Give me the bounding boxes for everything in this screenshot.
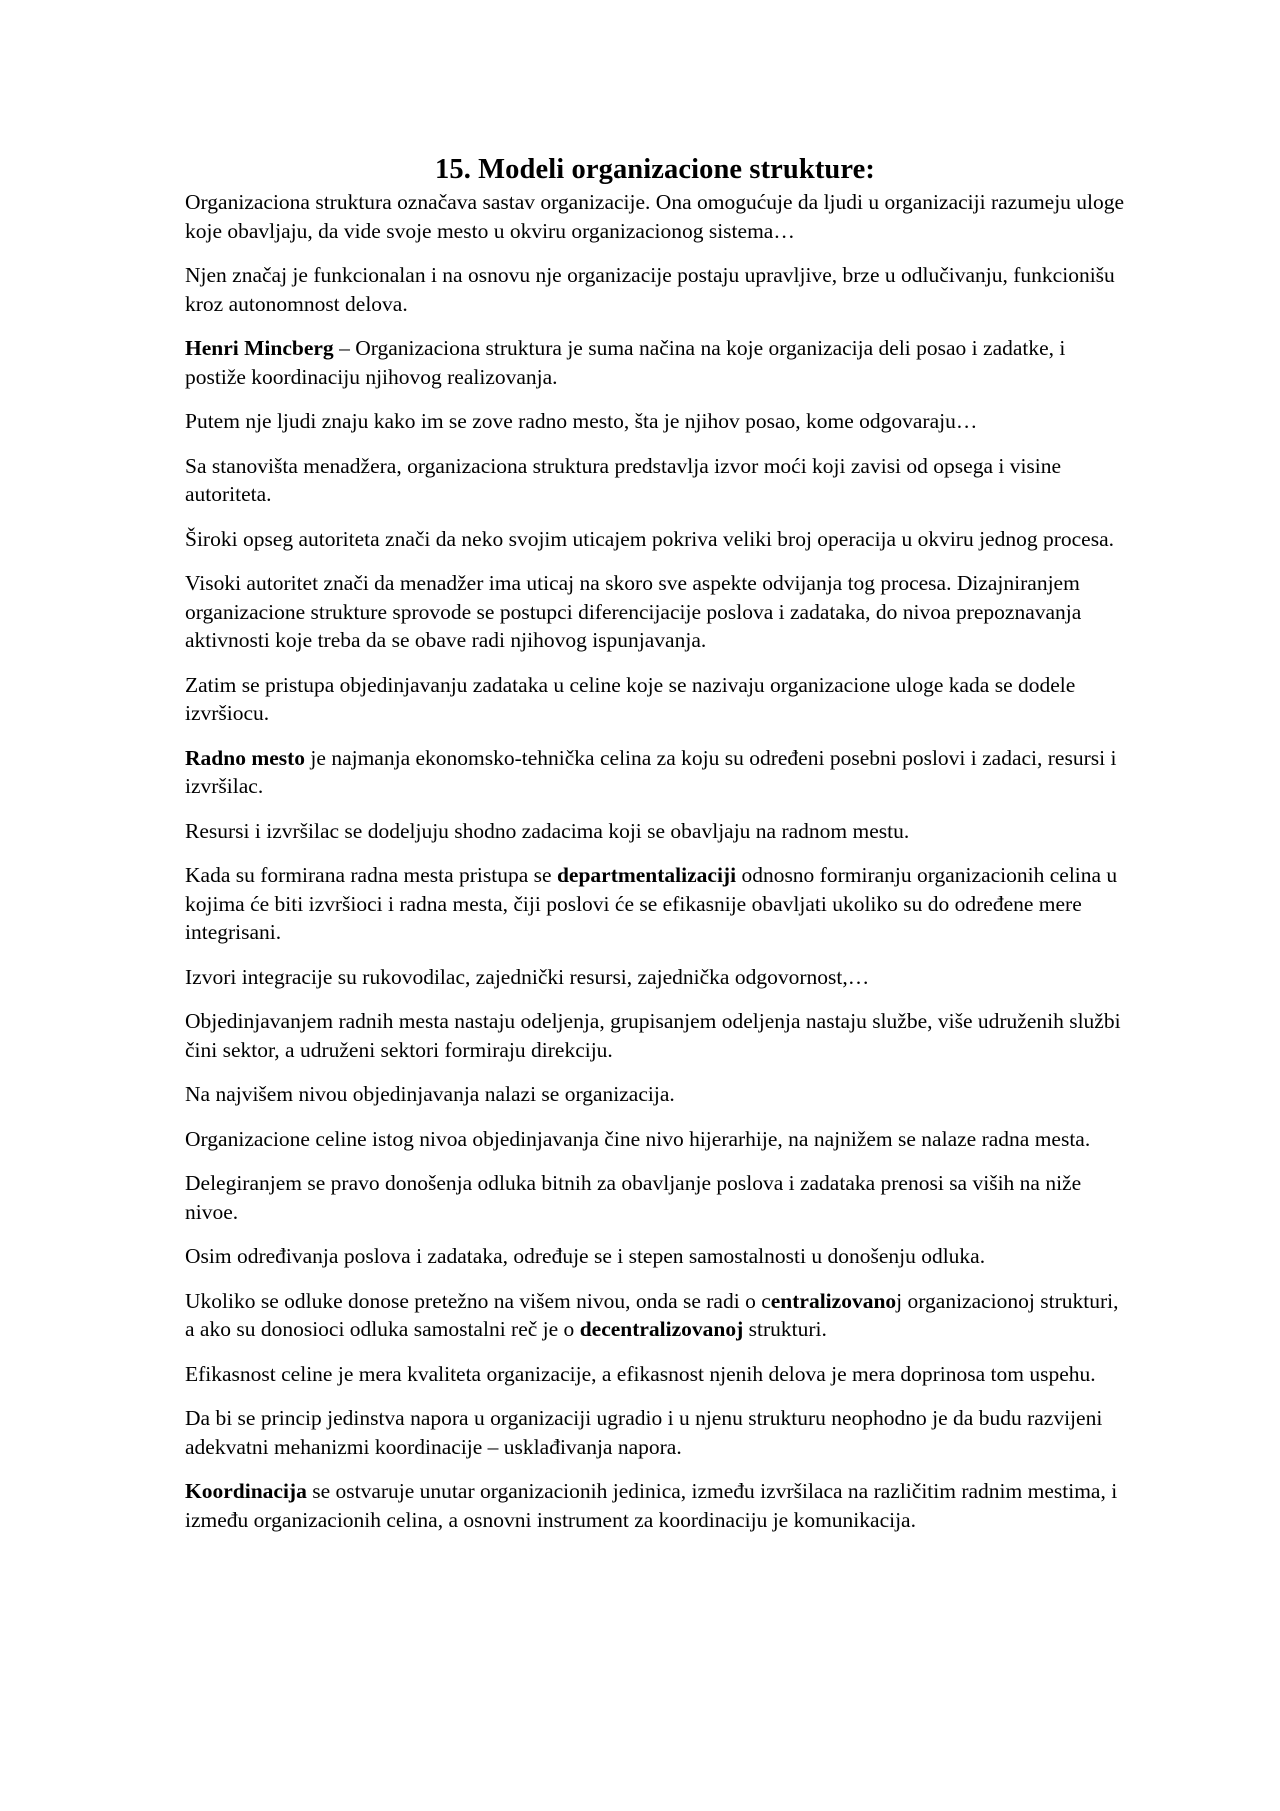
spacer: [185, 245, 1125, 261]
paragraph-unification: [185, 671, 1125, 728]
paragraph-mincberg: [185, 334, 1125, 391]
paragraph-people-know: [185, 407, 1125, 436]
paragraph-resources: [185, 817, 1125, 846]
bold-term: decentralizovanoj: [579, 1317, 744, 1341]
paragraph-text: Efikasnost celine je mera kvaliteta organizacije, a efikasnost njenih delova je mera doprinosa tom uspehu.: [185, 1361, 1096, 1386]
paragraph-text: Organizaciona struktura označava sastav organizacije. Ona omogućuje da ljudi u organizaciji razumeju uloge koje obavljaju, da vide svoje mesto u okviru organizacionog sistema…: [185, 190, 1125, 243]
paragraph-high-authority: [185, 569, 1125, 655]
bold-term: Radno mesto: [185, 745, 306, 770]
paragraph-departments: [185, 1007, 1125, 1064]
paragraph-text: j organizacionoj strukturi, a ako su donosioci odluka samostalni reč je o: [185, 1288, 1119, 1341]
paragraph-integration-sources: [185, 963, 1125, 992]
paragraph-text: Sa stanovišta menadžera, organizaciona struktura predstavlja izvor moći koji zavisi od opsega i visine autoriteta.: [185, 453, 1062, 506]
paragraph-significance: [185, 261, 1125, 318]
paragraph-text: odnosno formiranju organizacionih celina u kojima će biti izvršioci i radna mesta, čiji poslovi će se efikasnije obavljati ukoliko su do određene mere integrisani.: [185, 863, 1118, 944]
paragraph-text: Organizacione celine istog nivoa objedinjavanja čine nivo hijerarhije, na najnižem se nalaze radna mesta.: [185, 1126, 1091, 1151]
paragraph-text: Na najvišem nivou objedinjavanja nalazi se organizacija.: [185, 1082, 675, 1106]
paragraph-text: – Organizaciona struktura je suma načina na koje organizacija deli posao i zadatke, i postiže koordinaciju njihovog realizovanja.: [185, 336, 1066, 389]
paragraph-highest-level: [185, 1080, 1125, 1109]
bold-term: entralizovano: [770, 1288, 897, 1313]
paragraph-autonomy: [185, 1242, 1125, 1271]
paragraph-text: Resursi i izvršilac se dodeljuju shodno zadacima koji se obavljaju na radnom mestu.: [185, 818, 910, 843]
bold-term: departmentalizaciji: [556, 863, 737, 887]
paragraph-unity-of-effort: [185, 1404, 1125, 1461]
paragraph-efficiency: [185, 1360, 1125, 1389]
paragraph-centralization: [185, 1287, 1125, 1344]
paragraph-text: Delegiranjem se pravo donošenja odluka bitnih za obavljanje poslova i zadataka prenosi sa viših na niže nivoe.: [185, 1171, 1082, 1224]
paragraph-text: Ukoliko se odluke donose pretežno na višem nivou, onda se radi o c: [185, 1288, 771, 1313]
paragraph-text: Objedinjavanjem radnih mesta nastaju odeljenja, grupisanjem odeljenja nastaju službe, više udruženih službi čini sektor, a udruženi sektori formiraju direkciju.: [185, 1009, 1121, 1062]
paragraph-text: Široki opseg autoriteta znači da neko svojim uticajem pokriva veliki broj operacija u okviru jednog procesa.: [185, 526, 1115, 551]
paragraph-wide-authority: [185, 525, 1125, 554]
paragraph-text: Putem nje ljudi znaju kako im se zove radno mesto, šta je njihov posao, kome odgovaraju…: [185, 409, 978, 433]
paragraph-delegation: [185, 1169, 1125, 1226]
paragraph-text: Visoki autoritet znači da menadžer ima uticaj na skoro sve aspekte odvijanja tog procesa. Dizajniranjem organizacione strukture sprovode se postupci diferencijacije poslova i zadataka, do nivoa prepoznavanja aktivnosti koje treba da se obave radi njihovog ispunjavanja.: [185, 571, 1082, 652]
paragraph-text: Osim određivanja poslova i zadataka, određuje se i stepen samostalnosti u donošenju odluka.: [185, 1244, 986, 1268]
paragraph-hierarchy: [185, 1125, 1125, 1154]
paragraph-text: Kada su formirana radna mesta pristupa se: [185, 863, 557, 887]
paragraph-coordination: [185, 1477, 1125, 1534]
bold-term: Henri Mincberg: [185, 336, 334, 360]
paragraph-text: se ostvaruje unutar organizacionih jedinica, između izvršilaca na različitim radnim mestima, i između organizacionih celina, a osnovni instrument za koordinaciju je komunikacija.: [185, 1479, 1118, 1532]
document-page: [185, 152, 1125, 1550]
paragraph-text: Izvori integracije su rukovodilac, zajednički resursi, zajednička odgovornost,…: [185, 964, 870, 989]
paragraph-workplace: [185, 744, 1125, 801]
paragraph-text: Njen značaj je funkcionalan i na osnovu nje organizacije postaju upravljive, brze u odlučivanju, funkcionišu kroz autonomnost delova.: [185, 263, 1115, 316]
paragraph-text: je najmanja ekonomsko-tehnička celina za koju su određeni posebni poslovi i zadaci, resursi i izvršilac.: [185, 745, 1117, 798]
paragraph-intro: [185, 188, 1125, 245]
paragraph-departmentalization: [185, 861, 1125, 947]
paragraph-text: Da bi se princip jedinstva napora u organizaciji ugradio i u njenu strukturu neophodno je da budu razvijeni adekvatni mehanizmi koordinacije – usklađivanja napora.: [185, 1406, 1103, 1459]
document-title: 15. Modeli organizacione strukture:: [435, 154, 875, 185]
paragraph-text: strukturi.: [743, 1317, 827, 1341]
bold-term: Koordinacija: [185, 1479, 307, 1503]
paragraph-text: Zatim se pristupa objedinjavanju zadataka u celine koje se nazivaju organizacione uloge kada se dodele izvršiocu.: [185, 672, 1076, 725]
paragraph-manager-view: [185, 452, 1125, 509]
